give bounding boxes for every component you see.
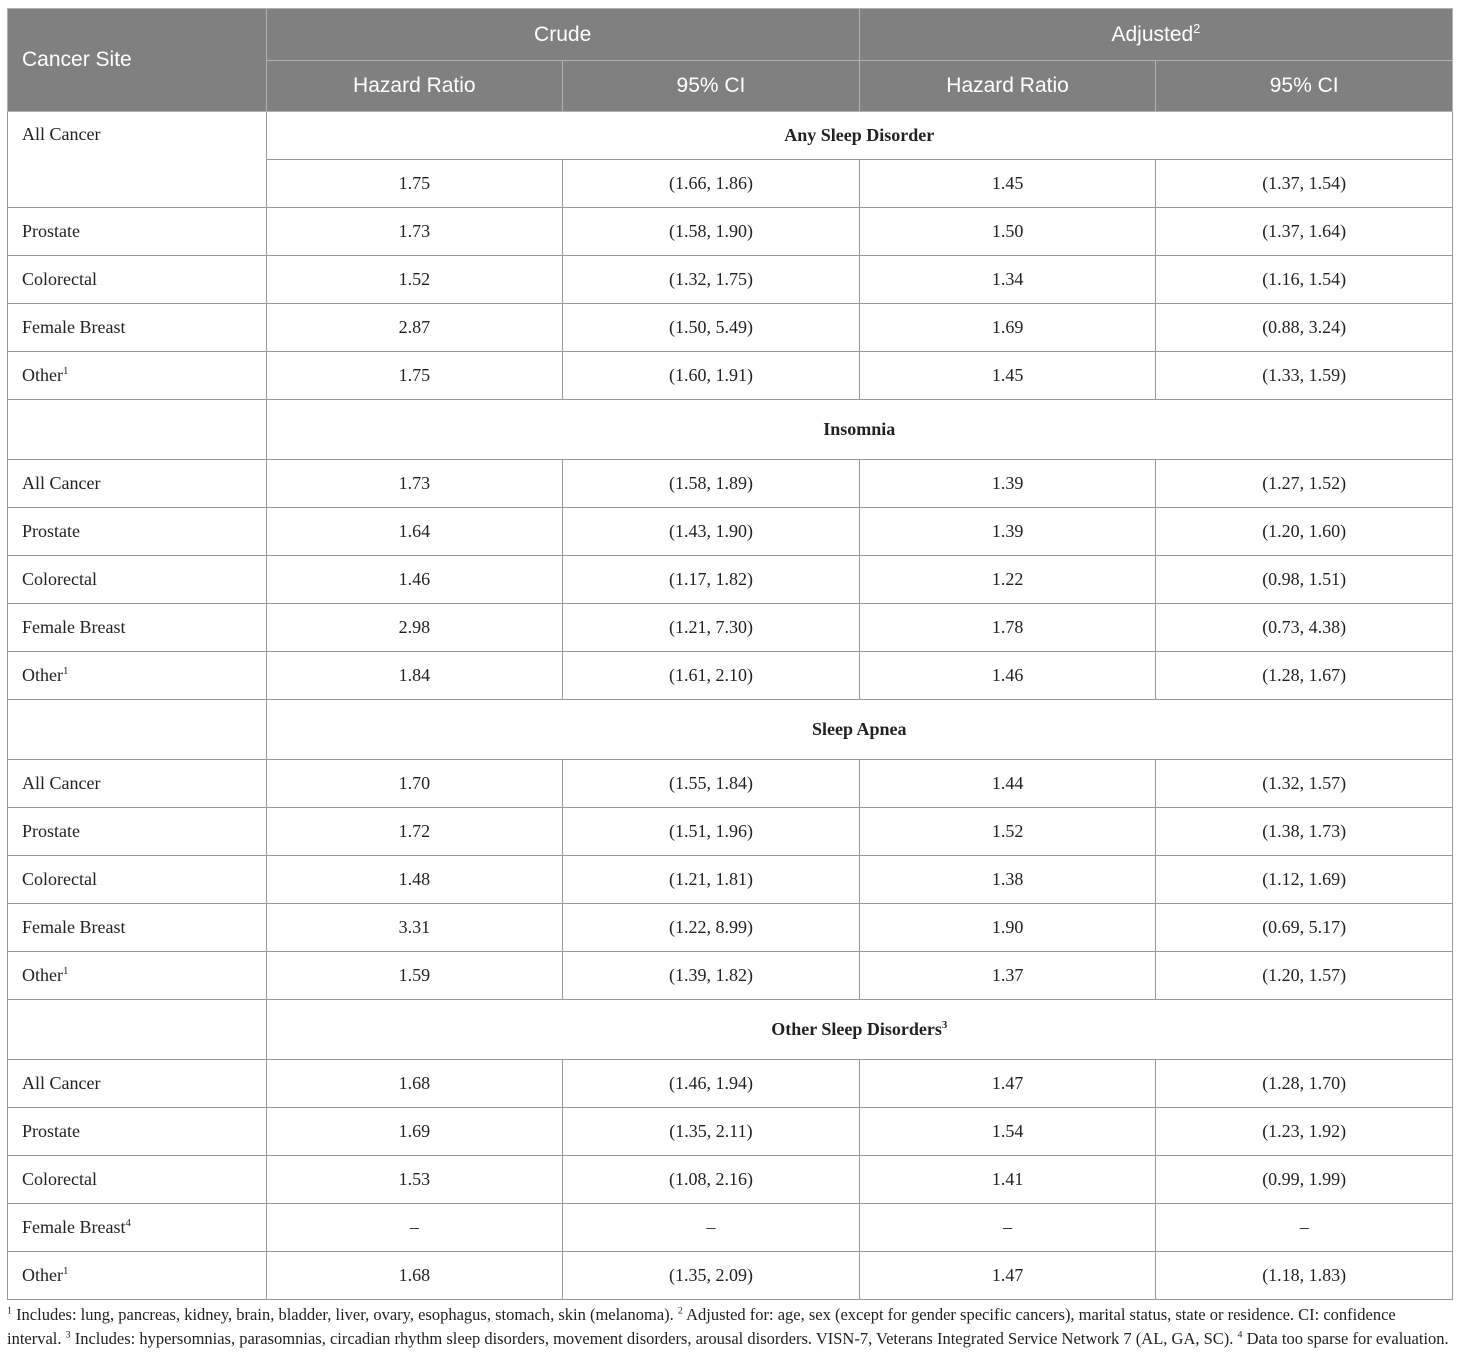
table-row: [8, 604, 1453, 652]
adjusted-hr-cell: 1.90: [859, 904, 1156, 952]
adjusted-hr-cell: 1.41: [859, 1156, 1156, 1204]
site-cell: [8, 208, 267, 256]
table-row: [8, 952, 1453, 1000]
table-row: [8, 1156, 1453, 1204]
adjusted-hr-cell: 1.45: [859, 160, 1156, 208]
table-body: [8, 112, 1453, 1300]
site-name: All Cancer: [22, 1073, 101, 1093]
header-adjusted-hr: Hazard Ratio: [859, 61, 1156, 112]
crude-hr-cell: 1.73: [266, 208, 563, 256]
site-name: Female Breast: [22, 317, 126, 337]
adjusted-hr-cell: 1.78: [859, 604, 1156, 652]
table-row: [8, 556, 1453, 604]
group-label-text: Other Sleep Disorders: [771, 1019, 942, 1039]
group-header-row: [8, 1000, 1453, 1060]
adjusted-ci-cell: –: [1156, 1204, 1453, 1252]
footnotes: [7, 1303, 1453, 1350]
adjusted-hr-cell: –: [859, 1204, 1156, 1252]
adjusted-hr-cell: 1.34: [859, 256, 1156, 304]
crude-ci-cell: (1.32, 1.75): [563, 256, 860, 304]
header-crude-hr: Hazard Ratio: [266, 61, 563, 112]
table-row: [8, 256, 1453, 304]
adjusted-ci-cell: (0.88, 3.24): [1156, 304, 1453, 352]
adjusted-ci-cell: (1.20, 1.57): [1156, 952, 1453, 1000]
site-name: Prostate: [22, 1121, 80, 1141]
header-crude-ci: 95% CI: [563, 61, 860, 112]
site-cell: [8, 808, 267, 856]
crude-hr-cell: 1.73: [266, 460, 563, 508]
crude-ci-cell: (1.39, 1.82): [563, 952, 860, 1000]
crude-hr-cell: 1.84: [266, 652, 563, 700]
adjusted-ci-cell: (1.37, 1.64): [1156, 208, 1453, 256]
adjusted-ci-cell: (1.20, 1.60): [1156, 508, 1453, 556]
site-cell: [8, 556, 267, 604]
site-name: Other: [22, 1265, 63, 1285]
adjusted-ci-cell: (1.23, 1.92): [1156, 1108, 1453, 1156]
adjusted-hr-cell: 1.37: [859, 952, 1156, 1000]
crude-hr-cell: 1.75: [266, 352, 563, 400]
crude-hr-cell: 1.53: [266, 1156, 563, 1204]
crude-ci-cell: (1.17, 1.82): [563, 556, 860, 604]
header-adjusted-sup: 2: [1193, 21, 1201, 36]
adjusted-ci-cell: (1.28, 1.70): [1156, 1060, 1453, 1108]
crude-ci-cell: (1.46, 1.94): [563, 1060, 860, 1108]
adjusted-ci-cell: (0.69, 5.17): [1156, 904, 1453, 952]
group-label: [266, 1000, 1452, 1060]
table-row: [8, 808, 1453, 856]
crude-hr-cell: 1.75: [266, 160, 563, 208]
group-label: [266, 700, 1452, 760]
header-crude: Crude: [266, 9, 859, 61]
group-label: [266, 400, 1452, 460]
crude-hr-cell: 1.68: [266, 1060, 563, 1108]
site-name: Colorectal: [22, 569, 97, 589]
crude-hr-cell: 2.87: [266, 304, 563, 352]
table-row: [8, 208, 1453, 256]
adjusted-hr-cell: 1.22: [859, 556, 1156, 604]
crude-ci-cell: (1.61, 2.10): [563, 652, 860, 700]
site-name: Colorectal: [22, 269, 97, 289]
site-cell: [8, 652, 267, 700]
adjusted-ci-cell: (0.73, 4.38): [1156, 604, 1453, 652]
site-sup: 1: [62, 365, 69, 377]
crude-hr-cell: 1.69: [266, 1108, 563, 1156]
site-name: Other: [22, 365, 63, 385]
site-sup: 1: [62, 665, 69, 677]
hazard-ratio-table: [7, 8, 1453, 1300]
crude-ci-cell: (1.35, 2.09): [563, 1252, 860, 1300]
adjusted-ci-cell: (1.16, 1.54): [1156, 256, 1453, 304]
crude-hr-cell: 1.64: [266, 508, 563, 556]
table-row: [8, 304, 1453, 352]
table-row: [8, 760, 1453, 808]
site-cell: [8, 760, 267, 808]
site-cell: [8, 1252, 267, 1300]
site-name: Female Breast: [22, 1217, 126, 1237]
adjusted-hr-cell: 1.54: [859, 1108, 1156, 1156]
adjusted-ci-cell: (0.99, 1.99): [1156, 1156, 1453, 1204]
crude-ci-cell: –: [563, 1204, 860, 1252]
adjusted-hr-cell: 1.39: [859, 508, 1156, 556]
site-name: Prostate: [22, 221, 80, 241]
crude-ci-cell: (1.66, 1.86): [563, 160, 860, 208]
adjusted-ci-cell: (1.38, 1.73): [1156, 808, 1453, 856]
crude-hr-cell: 1.52: [266, 256, 563, 304]
crude-hr-cell: 1.72: [266, 808, 563, 856]
site-name: Prostate: [22, 821, 80, 841]
adjusted-hr-cell: 1.38: [859, 856, 1156, 904]
table-row: [8, 1108, 1453, 1156]
crude-hr-cell: 1.59: [266, 952, 563, 1000]
crude-ci-cell: (1.22, 8.99): [563, 904, 860, 952]
crude-hr-cell: –: [266, 1204, 563, 1252]
footnote-marker: 1: [7, 1305, 12, 1317]
results-table-container: [7, 8, 1453, 1350]
crude-hr-cell: 1.68: [266, 1252, 563, 1300]
footnote-text: Includes: hypersomnias, parasomnias, circadian rhythm sleep disorders, movement disorders, arousal disorders. VISN-7, Veterans Integrated Service Network 7 (AL, GA, SC).: [70, 1328, 1238, 1348]
site-cell: [8, 952, 267, 1000]
site-cell: [8, 460, 267, 508]
site-sup: 4: [125, 1217, 131, 1229]
group-label-text: Sleep Apnea: [812, 719, 907, 739]
site-cell: [8, 604, 267, 652]
crude-hr-cell: 1.46: [266, 556, 563, 604]
site-cell: [8, 1060, 267, 1108]
site-cell: [8, 1204, 267, 1252]
adjusted-hr-cell: 1.47: [859, 1252, 1156, 1300]
footnote-text: Adjusted for: age, sex (except for gender specific cancers), marital status, state or residence. CI: confidence interval.: [7, 1305, 1396, 1348]
adjusted-ci-cell: (1.12, 1.69): [1156, 856, 1453, 904]
table-row: [8, 352, 1453, 400]
adjusted-hr-cell: 1.39: [859, 460, 1156, 508]
site-cell: [8, 508, 267, 556]
adjusted-ci-cell: (1.18, 1.83): [1156, 1252, 1453, 1300]
crude-hr-cell: 2.98: [266, 604, 563, 652]
table-row: [8, 856, 1453, 904]
site-name: All Cancer: [22, 473, 101, 493]
footnote-text: Includes: lung, pancreas, kidney, brain, bladder, liver, ovary, esophagus, stomach, skin (melanoma).: [11, 1305, 678, 1324]
adjusted-ci-cell: (1.37, 1.54): [1156, 160, 1453, 208]
adjusted-hr-cell: 1.45: [859, 352, 1156, 400]
site-cell: All Cancer: [8, 112, 267, 208]
crude-ci-cell: (1.58, 1.90): [563, 208, 860, 256]
site-cell: [8, 1108, 267, 1156]
site-cell: [8, 352, 267, 400]
header-adjusted-label: Adjusted: [1111, 22, 1194, 46]
table-row: [8, 904, 1453, 952]
site-name: Female Breast: [22, 617, 126, 637]
adjusted-hr-cell: 1.69: [859, 304, 1156, 352]
table-row: [8, 652, 1453, 700]
crude-hr-cell: 1.70: [266, 760, 563, 808]
site-cell: [8, 304, 267, 352]
footnote-marker: 4: [1237, 1329, 1243, 1340]
table-header: [8, 9, 1453, 112]
group-header-row: [8, 700, 1453, 760]
crude-ci-cell: (1.55, 1.84): [563, 760, 860, 808]
crude-ci-cell: (1.60, 1.91): [563, 352, 860, 400]
site-cell: [8, 700, 267, 760]
group-header-row: [8, 112, 1453, 160]
crude-ci-cell: (1.51, 1.96): [563, 808, 860, 856]
site-name: All Cancer: [22, 773, 101, 793]
header-adjusted-ci: 95% CI: [1156, 61, 1453, 112]
adjusted-ci-cell: (1.33, 1.59): [1156, 352, 1453, 400]
site-cell: [8, 856, 267, 904]
crude-hr-cell: 3.31: [266, 904, 563, 952]
group-header-row: [8, 400, 1453, 460]
crude-hr-cell: 1.48: [266, 856, 563, 904]
adjusted-ci-cell: (1.27, 1.52): [1156, 460, 1453, 508]
crude-ci-cell: (1.21, 7.30): [563, 604, 860, 652]
crude-ci-cell: (1.21, 1.81): [563, 856, 860, 904]
crude-ci-cell: (1.08, 2.16): [563, 1156, 860, 1204]
crude-ci-cell: (1.58, 1.89): [563, 460, 860, 508]
site-cell: [8, 1000, 267, 1060]
table-row: [8, 460, 1453, 508]
site-name: Colorectal: [22, 1169, 97, 1189]
table-row: [8, 1204, 1453, 1252]
table-row: [8, 1060, 1453, 1108]
adjusted-ci-cell: (1.28, 1.67): [1156, 652, 1453, 700]
crude-ci-cell: (1.35, 2.11): [563, 1108, 860, 1156]
adjusted-ci-cell: (1.32, 1.57): [1156, 760, 1453, 808]
group-label: [266, 112, 1452, 160]
adjusted-hr-cell: 1.50: [859, 208, 1156, 256]
site-name: Prostate: [22, 521, 80, 541]
crude-ci-cell: (1.43, 1.90): [563, 508, 860, 556]
header-cancer-site: Cancer Site: [8, 9, 267, 112]
adjusted-hr-cell: 1.44: [859, 760, 1156, 808]
site-sup: 1: [62, 1265, 69, 1277]
header-adjusted: [859, 9, 1452, 61]
site-cell: [8, 256, 267, 304]
site-name: Colorectal: [22, 869, 97, 889]
site-name: Other: [22, 965, 63, 985]
table-row: [8, 508, 1453, 556]
footnote-marker: 2: [677, 1305, 683, 1317]
adjusted-hr-cell: 1.46: [859, 652, 1156, 700]
group-label-sup: 3: [941, 1019, 948, 1031]
site-cell: [8, 1156, 267, 1204]
site-cell: [8, 400, 267, 460]
adjusted-hr-cell: 1.47: [859, 1060, 1156, 1108]
group-label-text: Any Sleep Disorder: [784, 125, 935, 145]
crude-ci-cell: (1.50, 5.49): [563, 304, 860, 352]
site-cell: [8, 904, 267, 952]
footnote-marker: 3: [65, 1329, 71, 1340]
site-name: Female Breast: [22, 917, 126, 937]
site-sup: 1: [62, 965, 69, 977]
adjusted-ci-cell: (0.98, 1.51): [1156, 556, 1453, 604]
adjusted-hr-cell: 1.52: [859, 808, 1156, 856]
site-name: Other: [22, 665, 63, 685]
footnote-text: Data too sparse for evaluation.: [1242, 1328, 1449, 1348]
table-row: [8, 1252, 1453, 1300]
group-label-text: Insomnia: [823, 419, 896, 439]
